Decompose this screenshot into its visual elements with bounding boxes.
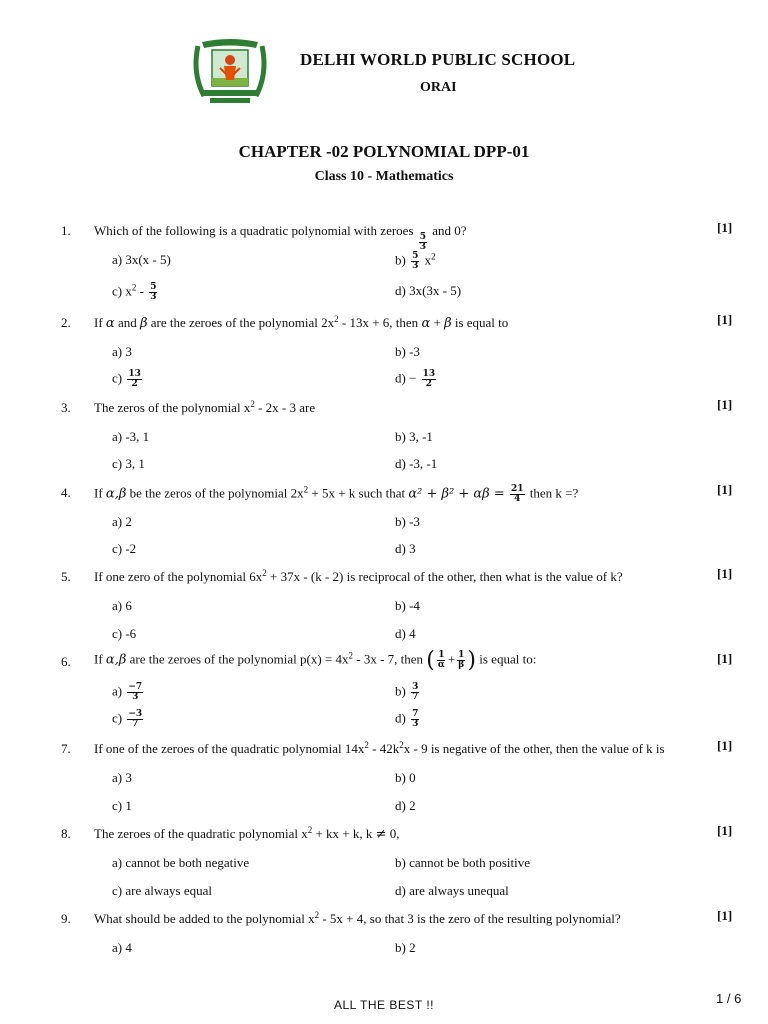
question-number: 9. [61, 911, 71, 926]
question-text: If α,β be the zeros of the polynomial $2x^2 + 5x + k$ such that α² + β² + αβ = $\frac{21}{4}$ then k =? [94, 484, 579, 504]
marks: [1] [717, 738, 733, 753]
option-c: c) 1 [112, 798, 132, 813]
option-a: a) -3, 1 [112, 429, 150, 444]
question-number: 1. [61, 223, 71, 238]
school-city: ORAI [420, 80, 457, 95]
option-c: c) 3, 1 [112, 456, 145, 471]
option-b: b) $\frac{3}{7}$ [395, 682, 419, 702]
option-b: b) -4 [395, 598, 420, 613]
school-emblem-logo [190, 38, 270, 108]
footer-message: ALL THE BEST !! [334, 998, 434, 1012]
option-b: b) 2 [395, 940, 416, 955]
question-number: 2. [61, 315, 71, 330]
question-text: Which of the following is a quadratic polynomial with zeroes $\frac{5}{3}$ and 0? [94, 223, 467, 252]
option-a: a) 3 [112, 344, 132, 359]
option-b: b) 3, -1 [395, 429, 433, 444]
question-text: The zeros of the polynomial $x^2 - 2x - 3$ are [94, 399, 316, 415]
option-a: a) 3 [112, 770, 132, 785]
page-subtitle: Class 10 - Mathematics [314, 169, 454, 184]
marks: [1] [717, 482, 733, 497]
marks: [1] [717, 220, 733, 235]
option-a: a) 3x(x - 5) [112, 252, 171, 267]
question-text: If one of the zeroes of the quadratic polynomial $14x^2 - 42k^2x - 9$ is negative of the other, then the value of k is [94, 740, 665, 756]
option-c: c) $x^2$ - $\frac{5}{3}$ [112, 282, 157, 302]
question-text: The zeroes of the quadratic polynomial $x^2$ + kx + k, k ≠ 0, [94, 825, 400, 842]
option-c: c) -2 [112, 541, 137, 556]
question-text: If one zero of the polynomial $6x^2 + 37x - (k - 2)$ is reciprocal of the other, then what is the value of k? [94, 568, 623, 584]
option-d: d) 4 [395, 626, 416, 641]
option-b: b) cannot be both positive [395, 855, 531, 870]
option-a: a) cannot be both negative [112, 855, 250, 870]
option-c: c) are always equal [112, 883, 212, 898]
option-a: a) 6 [112, 598, 132, 613]
page-title: CHAPTER -02 POLYNOMIAL DPP-01 [238, 142, 530, 161]
page-number: 1 / 6 [716, 991, 742, 1006]
question-number: 4. [61, 485, 71, 500]
question-text: If α and β are the zeroes of the polynomial $2x^2 - 13x + 6$, then α + β is equal to [94, 314, 509, 331]
option-b: b) -3 [395, 514, 420, 529]
question-number: 5. [61, 569, 71, 584]
option-c: c) $\frac{13}{2}$ [112, 369, 141, 389]
marks: [1] [717, 651, 733, 666]
option-d: d) $\frac{7}{3}$ [395, 709, 419, 729]
option-d: d) -3, -1 [395, 456, 438, 471]
question-number: 7. [61, 741, 71, 756]
question-number: 8. [61, 826, 71, 841]
option-d: d) 3x(3x - 5) [395, 283, 462, 298]
marks: [1] [717, 566, 733, 581]
option-a: a) 4 [112, 940, 132, 955]
question-text: If α,β are the zeroes of the polynomial $p(x) = 4x^2 - 3x - 7$, then ( $\frac{1}{\alpha}$ + $\frac{1}{\beta}$ ) is equal to: [94, 648, 537, 673]
question-number: 6. [61, 654, 71, 669]
option-d: d) − $\frac{13}{2}$ [395, 369, 436, 389]
option-b: b) 0 [395, 770, 416, 785]
marks: [1] [717, 823, 733, 838]
option-d: d) 3 [395, 541, 416, 556]
option-a: a) $\frac{-7}{3}$ [112, 682, 143, 702]
marks: [1] [717, 312, 733, 327]
option-c: c) -6 [112, 626, 137, 641]
school-name: DELHI WORLD PUBLIC SCHOOL [300, 50, 576, 69]
option-c: c) $\frac{-3}{7}$ [112, 709, 143, 729]
marks: [1] [717, 908, 733, 923]
option-b: b) -3 [395, 344, 420, 359]
option-b: b) $\frac{5}{3}$ $x^2$ [395, 251, 436, 271]
option-d: d) are always unequal [395, 883, 509, 898]
question-number: 3. [61, 400, 71, 415]
option-d: d) 2 [395, 798, 416, 813]
marks: [1] [717, 397, 733, 412]
question-text: What should be added to the polynomial $x^2 - 5x + 4$, so that 3 is the zero of the resulting polynomial? [94, 910, 621, 926]
option-a: a) 2 [112, 514, 132, 529]
